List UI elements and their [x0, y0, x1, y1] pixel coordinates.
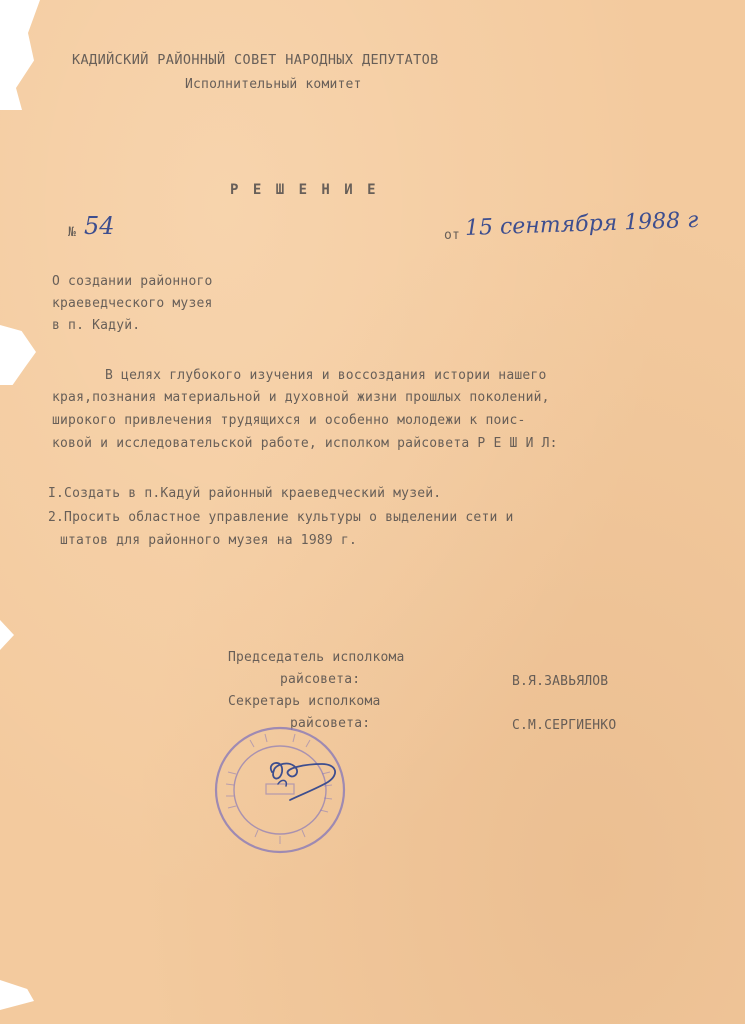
issuer-council-name: КАДИЙСКИЙ РАЙОННЫЙ СОВЕТ НАРОДНЫХ ДЕПУТАТОВ: [72, 52, 439, 68]
number-prefix: №: [68, 225, 77, 240]
issuer-committee-name: Исполнительный комитет: [185, 77, 362, 92]
preamble-line: края,познания материальной и духовной жизни прошлых поколений,: [52, 390, 550, 405]
chair-name: В.Я.ЗАВЬЯЛОВ: [512, 674, 609, 689]
secretary-title: райсовета:: [290, 716, 371, 731]
secretary-title: Секретарь исполкома: [228, 694, 381, 709]
decision-item: 2.Просить областное управление культуры о выделении сети и: [48, 510, 514, 525]
chair-title: Председатель исполкома: [228, 650, 405, 665]
subject-line: в п. Кадуй.: [52, 318, 141, 333]
decision-date: 15 сентября 1988 г: [464, 207, 699, 241]
subject-line: О создании районного: [52, 274, 213, 289]
subject-line: краеведческого музея: [52, 296, 213, 311]
chair-title: райсовета:: [280, 672, 361, 687]
preamble-line: ковой и исследовательской работе, исполком райсовета Р Е Ш И Л:: [52, 436, 558, 451]
decision-item: I.Создать в п.Кадуй районный краеведческий музей.: [48, 486, 442, 501]
preamble-line: В целях глубокого изучения и воссоздания истории нашего: [105, 368, 547, 383]
decision-number: 54: [84, 212, 115, 240]
official-stamp-icon: [210, 722, 350, 857]
preamble-line: широкого привлечения трудящихся и особенно молодежи к поис-: [52, 413, 526, 428]
document-title: Р Е Ш Е Н И Е: [230, 182, 379, 198]
decision-item: штатов для районного музея на 1989 г.: [60, 533, 357, 548]
secretary-name: С.М.СЕРГИЕНКО: [512, 718, 617, 733]
date-prefix: от: [444, 228, 461, 243]
